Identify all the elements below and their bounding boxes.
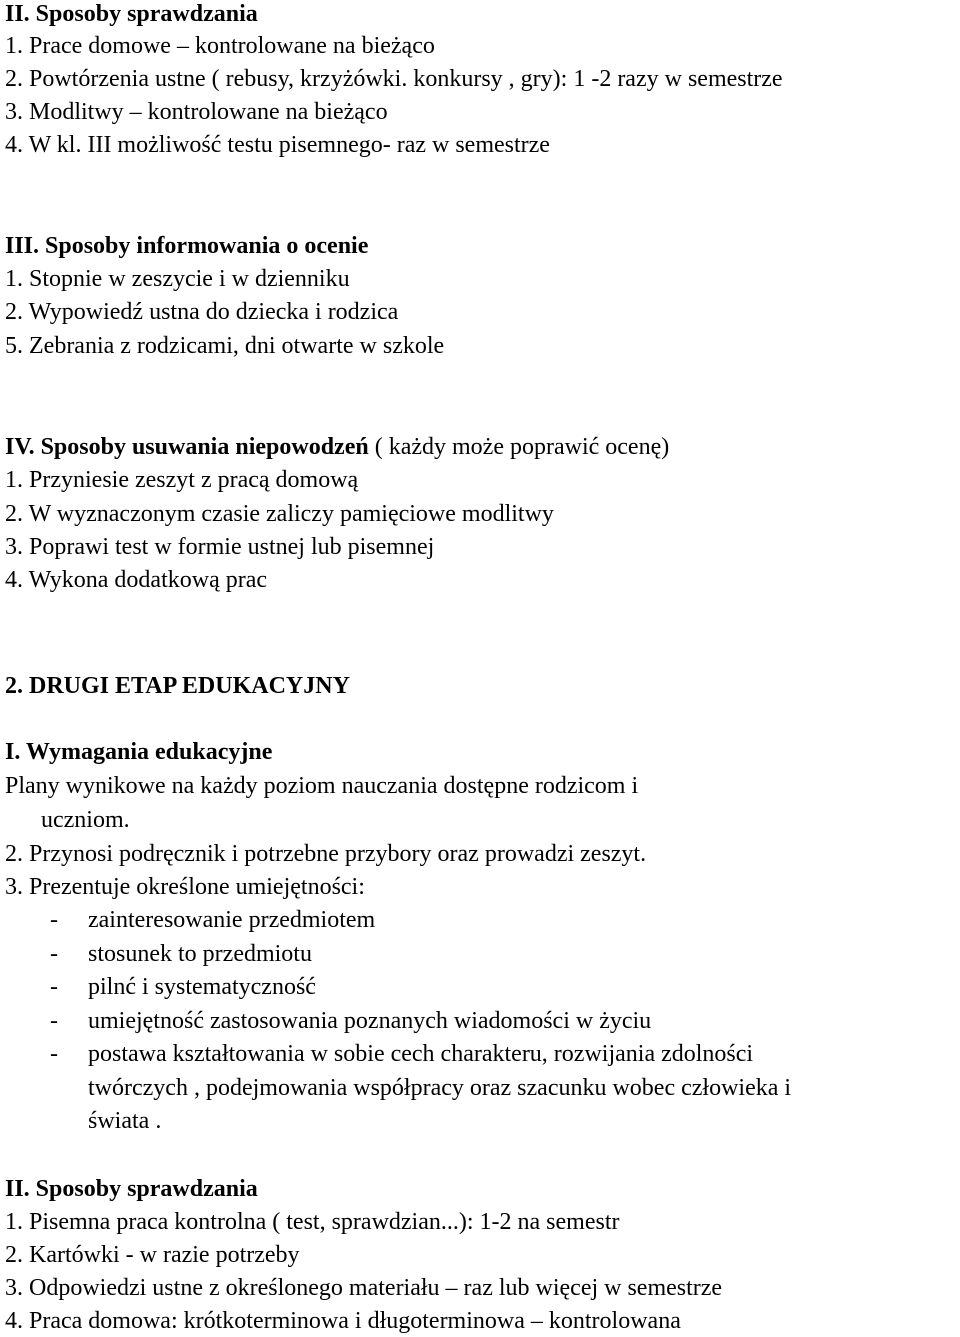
list-item: 1. Przyniesie zeszyt z pracą domową [5, 467, 359, 493]
list-item: 4. Wykona dodatkową prac [5, 567, 268, 593]
list-item: 5. Zebrania z rodzicami, dni otwarte w szkole [5, 333, 445, 359]
bullet-dash: - [50, 907, 58, 933]
bullet-dash: - [50, 1008, 58, 1034]
list-item: 2. Wypowiedź ustna do dziecka i rodzica [5, 299, 399, 325]
list-item: 1. Stopnie w zeszycie i w dzienniku [5, 266, 350, 292]
bullet-dash: - [50, 1041, 58, 1067]
bullet-continuation: świata . [88, 1108, 162, 1134]
list-item: 3. Modlitwy – kontrolowane na bieżąco [5, 99, 388, 125]
list-item: 4. Praca domowa: krótkoterminowa i długoterminowa – kontrolowana [5, 1308, 681, 1334]
bullet-item [0, 906, 960, 934]
section-heading-ii-a: II. Sposoby sprawdzania [5, 1, 258, 27]
list-item: 2. Kartówki - w razie potrzeby [5, 1242, 300, 1268]
section-heading-iii: III. Sposoby informowania o ocenie [5, 233, 369, 259]
list-item: 2. W wyznaczonym czasie zaliczy pamięciowe modlitwy [5, 501, 554, 527]
bullet-dash: - [50, 974, 58, 1000]
paragraph-line: 2. Przynosi podręcznik i potrzebne przybory oraz prowadzi zeszyt. [5, 841, 647, 867]
bullet-item [0, 1040, 960, 1068]
etap-heading: 2. DRUGI ETAP EDUKACYJNY [5, 673, 350, 699]
bullet-text: pilnć i systematyczność [88, 974, 316, 1000]
paragraph-line: Plany wynikowe na każdy poziom nauczania dostępne rodzicom i [5, 773, 639, 799]
list-item: 1. Pisemna praca kontrolna ( test, sprawdzian...): 1-2 na semestr [5, 1209, 620, 1235]
section-heading-iv [5, 433, 669, 461]
list-item: 3. Poprawi test w formie ustnej lub pisemnej [5, 534, 435, 560]
bullet-item [0, 1007, 960, 1035]
bullet-text: stosunek to przedmiotu [88, 941, 312, 967]
section-heading-ii-b: II. Sposoby sprawdzania [5, 1176, 258, 1202]
bullet-item [0, 940, 960, 968]
bullet-text: postawa kształtowania w sobie cech charakteru, rozwijania zdolności [88, 1041, 754, 1067]
bullet-text: umiejętność zastosowania poznanych wiadomości w życiu [88, 1008, 652, 1034]
list-item: 3. Odpowiedzi ustne z określonego materiału – raz lub więcej w semestrze [5, 1275, 723, 1301]
section-heading-iv-note: ( każdy może poprawić ocenę) [368, 434, 670, 460]
bullet-text: zainteresowanie przedmiotem [88, 907, 376, 933]
list-item: 1. Prace domowe – kontrolowane na bieżąco [5, 33, 435, 59]
list-item: 2. Powtórzenia ustne ( rebusy, krzyżówki. konkursy , gry): 1 -2 razy w semestrze [5, 66, 783, 92]
paragraph-line: 3. Prezentuje określone umiejętności: [5, 874, 365, 900]
bullet-continuation: twórczych , podejmowania współpracy oraz szacunku wobec człowieka i [88, 1075, 792, 1101]
section-heading-i: I. Wymagania edukacyjne [5, 739, 273, 765]
paragraph-line: uczniom. [41, 807, 130, 833]
bullet-dash: - [50, 941, 58, 967]
bullet-item [0, 973, 960, 1001]
section-heading-iv-title: IV. Sposoby usuwania niepowodzeń [5, 434, 369, 460]
list-item: 4. W kl. III możliwość testu pisemnego- raz w semestrze [5, 132, 550, 158]
